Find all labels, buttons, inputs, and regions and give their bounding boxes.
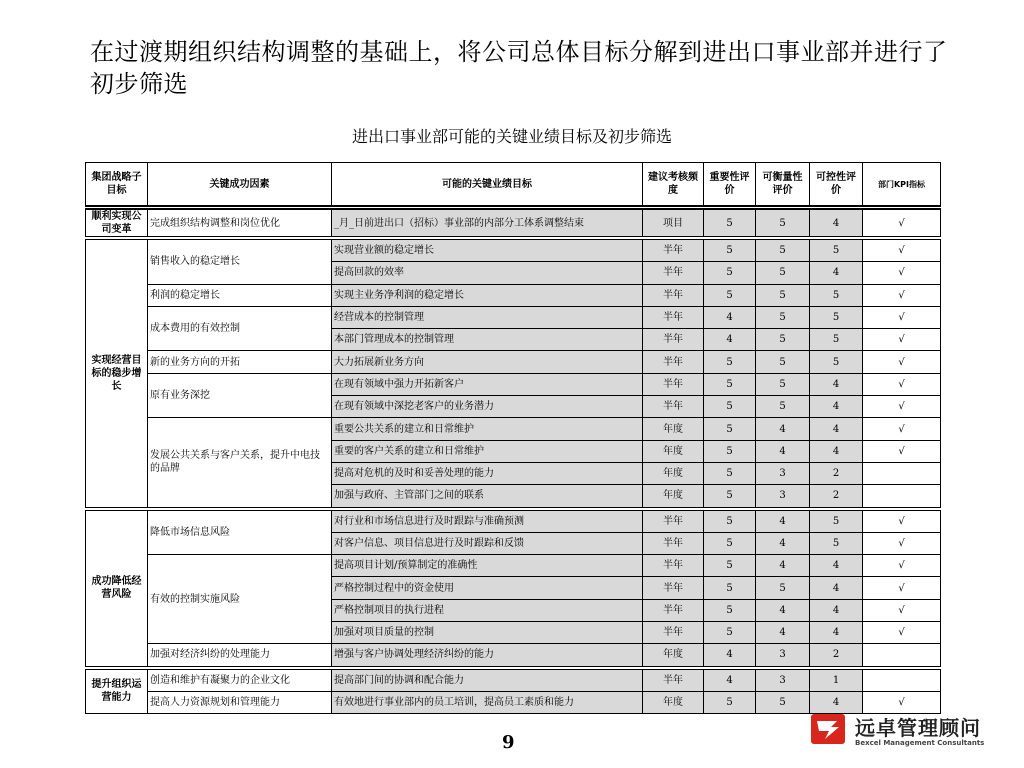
performance-goal-cell: 提高对危机的及时和妥善处理的能力 [332,462,643,484]
logo-name-cn: 远卓管理顾问 [855,716,981,740]
success-factor-cell: 降低市场信息风险 [148,509,332,555]
performance-goal-cell: 加强对项目质量的控制 [332,622,643,644]
importance-cell: 4 [704,644,756,668]
measurability-cell: 5 [756,351,810,373]
table-row [86,351,941,373]
importance-cell: 5 [704,509,756,533]
performance-goal-cell: 提高项目计划/预算制定的准确性 [332,555,643,577]
table-row [86,509,941,533]
performance-goal-cell: 严格控制过程中的资金使用 [332,577,643,599]
importance-cell: 5 [704,284,756,306]
performance-goal-cell: 增强与客户协调处理经济纠纷的能力 [332,644,643,668]
performance-goal-cell: 在现有领域中强力开拓新客户 [332,373,643,395]
dept-kpi-check-cell: √ [863,691,941,713]
importance-cell: 5 [704,208,756,239]
dept-kpi-check-cell: √ [863,622,941,644]
controllability-cell: 4 [810,396,863,418]
performance-goal-cell: 经营成本的控制管理 [332,306,643,328]
measurability-cell: 5 [756,329,810,351]
controllability-cell: 4 [810,555,863,577]
controllability-cell: 4 [810,373,863,395]
kpi-table [85,162,941,714]
header-success-factor: 关键成功因素 [148,163,332,208]
performance-goal-cell: 提高回款的效率 [332,262,643,284]
importance-cell: 4 [704,306,756,328]
success-factor-cell: 完成组织结构调整和岗位优化 [148,208,332,239]
importance-cell: 5 [704,396,756,418]
performance-goal-cell: 在现有领域中深挖老客户的业务潜力 [332,396,643,418]
performance-goal-cell: 重要公共关系的建立和日常维护 [332,418,643,440]
success-factor-cell: 创造和维护有凝聚力的企业文化 [148,668,332,692]
table-row [86,555,941,577]
dept-kpi-check-cell: √ [863,373,941,395]
performance-goal-cell: 有效地进行事业部内的员工培训，提高员工素质和能力 [332,691,643,713]
performance-goal-cell: 本部门管理成本的控制管理 [332,329,643,351]
performance-goal-cell: 实现营业额的稳定增长 [332,238,643,262]
frequency-cell: 半年 [643,329,704,351]
controllability-cell: 1 [810,668,863,692]
header-strategic-goal: 集团战略子目标 [86,163,148,208]
importance-cell: 5 [704,599,756,621]
frequency-cell: 半年 [643,622,704,644]
importance-cell: 5 [704,485,756,509]
dept-kpi-check-cell: √ [863,418,941,440]
table-subtitle: 进出口事业部可能的关键业绩目标及初步筛选 [351,127,672,146]
logo-name-en: Bexcel Management Consultants [855,739,985,747]
importance-cell: 4 [704,668,756,692]
controllability-cell: 4 [810,418,863,440]
dept-kpi-check-cell: √ [863,577,941,599]
controllability-cell: 5 [810,284,863,306]
measurability-cell: 4 [756,509,810,533]
importance-cell: 5 [704,440,756,462]
performance-goal-cell: 加强与政府、主管部门之间的联系 [332,485,643,509]
success-factor-cell: 有效的控制实施风险 [148,555,332,644]
frequency-cell: 半年 [643,668,704,692]
success-factor-cell: 加强对经济纠纷的处理能力 [148,644,332,668]
importance-cell: 5 [704,555,756,577]
importance-cell: 5 [704,622,756,644]
controllability-cell: 4 [810,208,863,239]
measurability-cell: 5 [756,208,810,239]
frequency-cell: 半年 [643,238,704,262]
dept-kpi-check-cell [863,462,941,484]
frequency-cell: 半年 [643,555,704,577]
measurability-cell: 5 [756,262,810,284]
table-row [86,644,941,668]
controllability-cell: 2 [810,644,863,668]
controllability-cell: 4 [810,577,863,599]
performance-goal-cell: 实现主业务净利润的稳定增长 [332,284,643,306]
dept-kpi-check-cell: √ [863,509,941,533]
importance-cell: 5 [704,532,756,554]
importance-cell: 5 [704,462,756,484]
dept-kpi-check-cell: √ [863,329,941,351]
logo-mark-icon [811,712,845,746]
importance-cell: 5 [704,238,756,262]
table-row [86,284,941,306]
performance-goal-cell: 大力拓展新业务方向 [332,351,643,373]
frequency-cell: 半年 [643,509,704,533]
dept-kpi-check-cell: √ [863,599,941,621]
table-row [86,668,941,692]
dept-kpi-check-cell: √ [863,208,941,239]
importance-cell: 5 [704,418,756,440]
frequency-cell: 半年 [643,284,704,306]
measurability-cell: 5 [756,691,810,713]
performance-goal-cell: 对客户信息、项目信息进行及时跟踪和反馈 [332,532,643,554]
header-performance-goal: 可能的关键业绩目标 [332,163,643,208]
measurability-cell: 3 [756,668,810,692]
controllability-cell: 4 [810,262,863,284]
frequency-cell: 年度 [643,691,704,713]
controllability-cell: 2 [810,462,863,484]
dept-kpi-check-cell [863,485,941,509]
success-factor-cell: 成本费用的有效控制 [148,306,332,351]
header-controllability: 可控性评价 [810,163,863,208]
performance-goal-cell: 严格控制项目的执行进程 [332,599,643,621]
importance-cell: 5 [704,577,756,599]
measurability-cell: 4 [756,532,810,554]
controllability-cell: 5 [810,509,863,533]
controllability-cell: 4 [810,622,863,644]
measurability-cell: 5 [756,373,810,395]
measurability-cell: 5 [756,284,810,306]
strategic-goal-cell: 实现经营目标的稳步增长 [86,238,148,509]
slide-title: 在过渡期组织结构调整的基础上，将公司总体目标分解到进出口事业部并进行了初步筛选 [90,38,948,98]
success-factor-cell: 原有业务深挖 [148,373,332,418]
table-header-row [86,163,941,208]
controllability-cell: 4 [810,599,863,621]
header-importance: 重要性评价 [704,163,756,208]
success-factor-cell: 销售收入的稳定增长 [148,238,332,284]
measurability-cell: 5 [756,238,810,262]
table-row [86,418,941,440]
measurability-cell: 5 [756,396,810,418]
strategic-goal-cell: 提升组织运营能力 [86,668,148,714]
table-row [86,306,941,328]
frequency-cell: 半年 [643,262,704,284]
dept-kpi-check-cell: √ [863,351,941,373]
measurability-cell: 4 [756,599,810,621]
dept-kpi-check-cell: √ [863,555,941,577]
frequency-cell: 半年 [643,373,704,395]
performance-goal-cell: 对行业和市场信息进行及时跟踪与准确预测 [332,509,643,533]
dept-kpi-check-cell: √ [863,284,941,306]
performance-goal-cell: _月_日前进出口（招标）事业部的内部分工体系调整结束 [332,208,643,239]
table-body [86,208,941,714]
table-row [86,373,941,395]
header-dept-kpi: 部门KPI指标 [863,163,941,208]
strategic-goal-cell: 成功降低经营风险 [86,509,148,668]
controllability-cell: 5 [810,306,863,328]
frequency-cell: 半年 [643,351,704,373]
importance-cell: 5 [704,691,756,713]
frequency-cell: 年度 [643,644,704,668]
dept-kpi-check-cell: √ [863,396,941,418]
dept-kpi-check-cell: √ [863,238,941,262]
controllability-cell: 5 [810,532,863,554]
controllability-cell: 2 [810,485,863,509]
page-number: 9 [502,732,515,753]
measurability-cell: 3 [756,485,810,509]
table-row [86,208,941,239]
frequency-cell: 半年 [643,532,704,554]
importance-cell: 5 [704,351,756,373]
success-factor-cell: 利润的稳定增长 [148,284,332,306]
frequency-cell: 半年 [643,577,704,599]
dept-kpi-check-cell: √ [863,306,941,328]
measurability-cell: 3 [756,644,810,668]
controllability-cell: 4 [810,440,863,462]
frequency-cell: 半年 [643,396,704,418]
importance-cell: 5 [704,373,756,395]
header-frequency: 建议考核频度 [643,163,704,208]
measurability-cell: 4 [756,440,810,462]
dept-kpi-check-cell [863,644,941,668]
performance-goal-cell: 提高部门间的协调和配合能力 [332,668,643,692]
measurability-cell: 4 [756,555,810,577]
measurability-cell: 3 [756,462,810,484]
frequency-cell: 年度 [643,485,704,509]
importance-cell: 4 [704,329,756,351]
dept-kpi-check-cell: √ [863,532,941,554]
frequency-cell: 项目 [643,208,704,239]
strategic-goal-cell: 顺利实现公司变革 [86,208,148,239]
measurability-cell: 4 [756,622,810,644]
frequency-cell: 年度 [643,462,704,484]
success-factor-cell: 新的业务方向的开拓 [148,351,332,373]
measurability-cell: 5 [756,577,810,599]
table-row [86,691,941,713]
company-logo [811,712,1001,752]
controllability-cell: 5 [810,238,863,262]
frequency-cell: 年度 [643,440,704,462]
dept-kpi-check-cell: √ [863,262,941,284]
controllability-cell: 5 [810,351,863,373]
frequency-cell: 年度 [643,418,704,440]
controllability-cell: 4 [810,691,863,713]
frequency-cell: 半年 [643,306,704,328]
performance-goal-cell: 重要的客户关系的建立和日常维护 [332,440,643,462]
measurability-cell: 5 [756,306,810,328]
measurability-cell: 4 [756,418,810,440]
table-row [86,238,941,262]
header-measurability: 可衡量性评价 [756,163,810,208]
success-factor-cell: 发展公共关系与客户关系，提升中电技的品牌 [148,418,332,509]
importance-cell: 5 [704,262,756,284]
frequency-cell: 半年 [643,599,704,621]
dept-kpi-check-cell [863,668,941,692]
success-factor-cell: 提高人力资源规划和管理能力 [148,691,332,713]
dept-kpi-check-cell: √ [863,440,941,462]
controllability-cell: 5 [810,329,863,351]
